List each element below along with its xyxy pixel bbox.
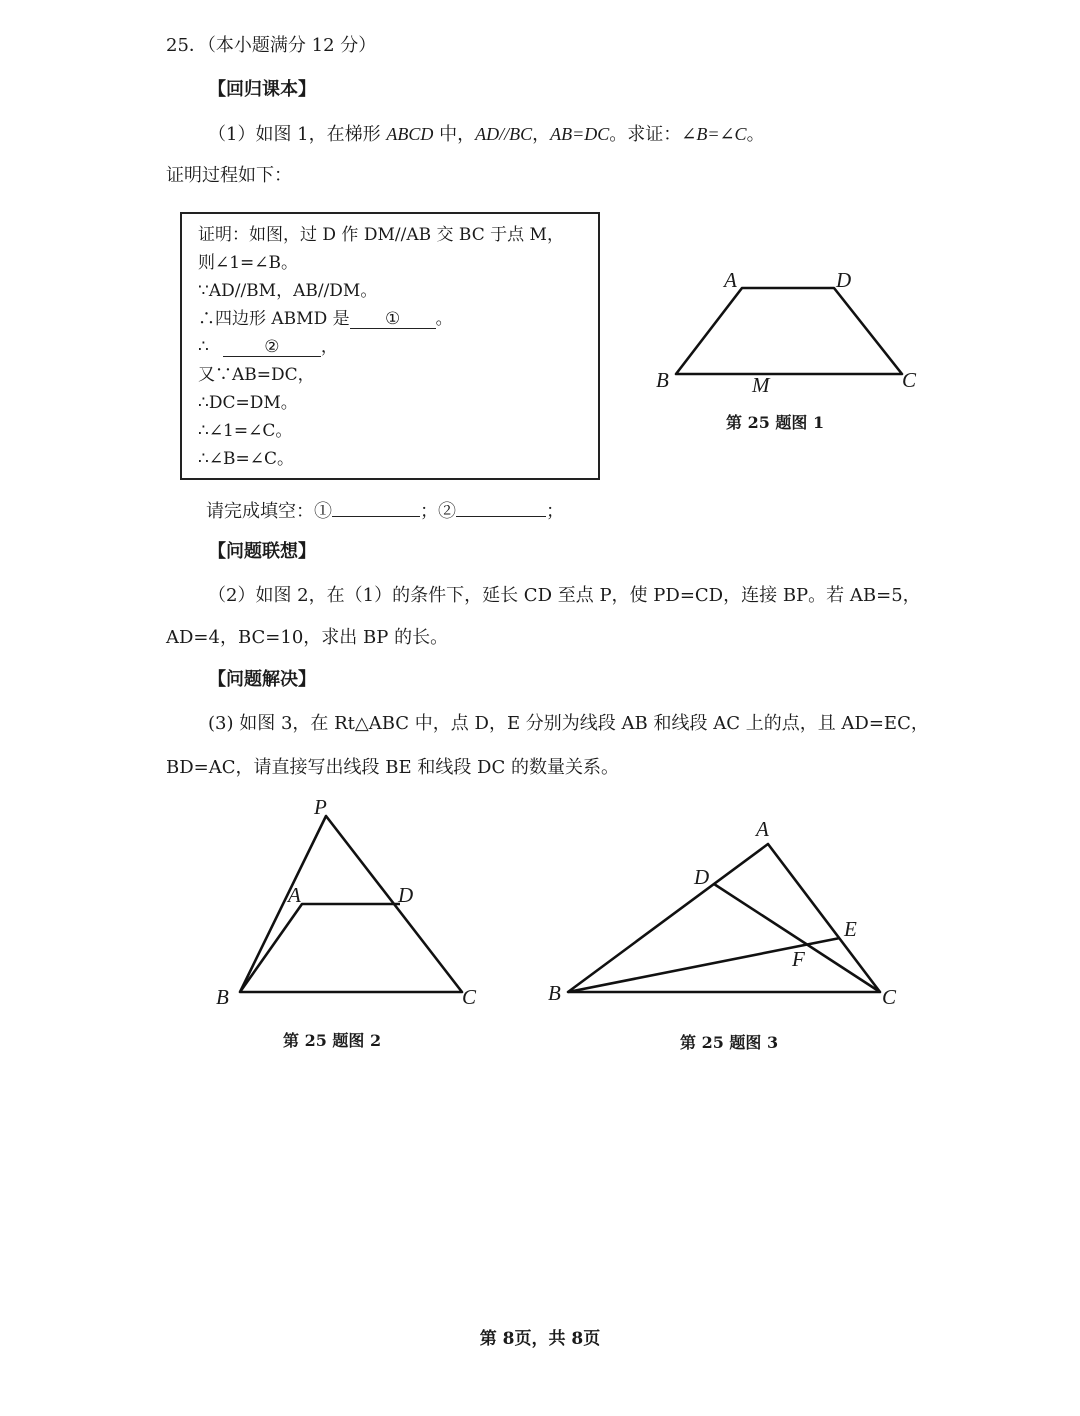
trapezoid-abcd — [676, 288, 902, 374]
page-footer: 第 8页，共 8页 — [479, 1329, 601, 1349]
fig1-label-b: B — [656, 368, 669, 392]
part1-mid1: 中， — [433, 124, 476, 145]
proof-line-5-prefix: ∴ — [198, 337, 209, 357]
figure-1-trapezoid — [640, 260, 930, 400]
triangle-abc — [568, 844, 880, 992]
figure-2-triangle — [210, 790, 500, 1020]
fill-separator: ；② — [420, 501, 456, 522]
part2-line-2: AD=4，BC=10，求出 BP 的长。 — [166, 627, 449, 648]
fig3-label-e: E — [844, 917, 857, 941]
proof-line-4-end: 。 — [435, 309, 453, 329]
part1-end: 。 — [746, 124, 765, 145]
segment-b-a-d — [240, 904, 400, 992]
part3-line-2: BD=AC，请直接写出线段 BE 和线段 DC 的数量关系。 — [166, 757, 619, 778]
part1-ab-dc: AB=DC — [550, 124, 610, 144]
part1-prefix: （1）如图 1，在梯形 — [208, 124, 387, 145]
fig2-label-d: D — [398, 883, 414, 907]
proof-line-8: ∴∠1=∠C。 — [198, 421, 293, 441]
proof-line-7: ∴DC=DM。 — [198, 393, 298, 413]
proof-line-5 — [198, 336, 338, 358]
fig3-label-d: D — [694, 865, 710, 889]
part1-ad-bc: AD//BC — [475, 124, 533, 144]
part1-statement — [208, 122, 765, 147]
fig3-label-c: C — [882, 985, 897, 1009]
proof-line-3: ∵AD//BM，AB//DM。 — [198, 281, 378, 301]
fig3-label-a: A — [756, 817, 769, 841]
fig1-label-m: M — [752, 373, 770, 397]
fig2-label-p: P — [314, 795, 327, 819]
fig2-label-a: A — [288, 883, 301, 907]
fig3-label-b: B — [548, 981, 561, 1005]
section-heading-association: 【问题联想】 — [208, 541, 316, 562]
fig2-label-b: B — [216, 985, 229, 1009]
proof-blank-1[interactable]: ① — [350, 310, 436, 329]
fill-in-prompt — [206, 500, 564, 524]
fig2-label-c: C — [462, 985, 477, 1009]
section-heading-solution: 【问题解决】 — [208, 669, 316, 690]
part1-comma: ， — [532, 124, 551, 145]
proof-line-6: 又∵AB=DC， — [198, 365, 315, 385]
figure-2-caption: 第 25 题图 2 — [283, 1031, 382, 1050]
part1-abcd: ABCD — [386, 124, 434, 144]
proof-line-4 — [198, 308, 453, 330]
part1-angles: ∠B=∠C — [681, 124, 747, 144]
part3-line-1: (3) 如图 3，在 Rt△ABC 中，点 D，E 分别为线段 AB 和线段 AC 上的点，且 AD=EC， — [208, 713, 929, 734]
fig3-label-f: F — [792, 947, 805, 971]
fig1-label-a: A — [724, 268, 737, 292]
fill-end: ； — [546, 501, 564, 522]
question-number-header: 25．（本小题满分 12 分） — [166, 35, 377, 56]
part1-mid2: 。求证： — [609, 124, 682, 145]
fig1-label-d: D — [836, 268, 852, 292]
proof-line-5-end: ， — [320, 337, 338, 357]
proof-line-1: 证明：如图，过 D 作 DM//AB 交 BC 于点 M， — [198, 225, 564, 245]
figure-1-caption: 第 25 题图 1 — [726, 413, 825, 432]
answer-blank-1[interactable] — [332, 516, 420, 517]
figure-3-triangle — [540, 810, 920, 1020]
proof-line-9: ∴∠B=∠C。 — [198, 449, 295, 469]
proof-line-2: 则∠1=∠B。 — [198, 253, 299, 273]
proof-box — [180, 212, 600, 480]
figure-3-caption: 第 25 题图 3 — [680, 1033, 779, 1052]
proof-line-4-prefix: ∴四边形 ABMD 是 — [198, 309, 350, 329]
part2-line-1: （2）如图 2，在（1）的条件下，延长 CD 至点 P，使 PD=CD，连接 BP。若 AB=5， — [208, 585, 921, 606]
section-heading-textbook: 【回归课本】 — [208, 79, 316, 100]
proof-blank-2[interactable]: ② — [223, 338, 321, 357]
answer-blank-2[interactable] — [456, 516, 546, 517]
proof-intro: 证明过程如下： — [166, 165, 292, 186]
fill-prompt-label: 请完成填空：① — [206, 501, 332, 522]
fig1-label-c: C — [902, 368, 917, 392]
